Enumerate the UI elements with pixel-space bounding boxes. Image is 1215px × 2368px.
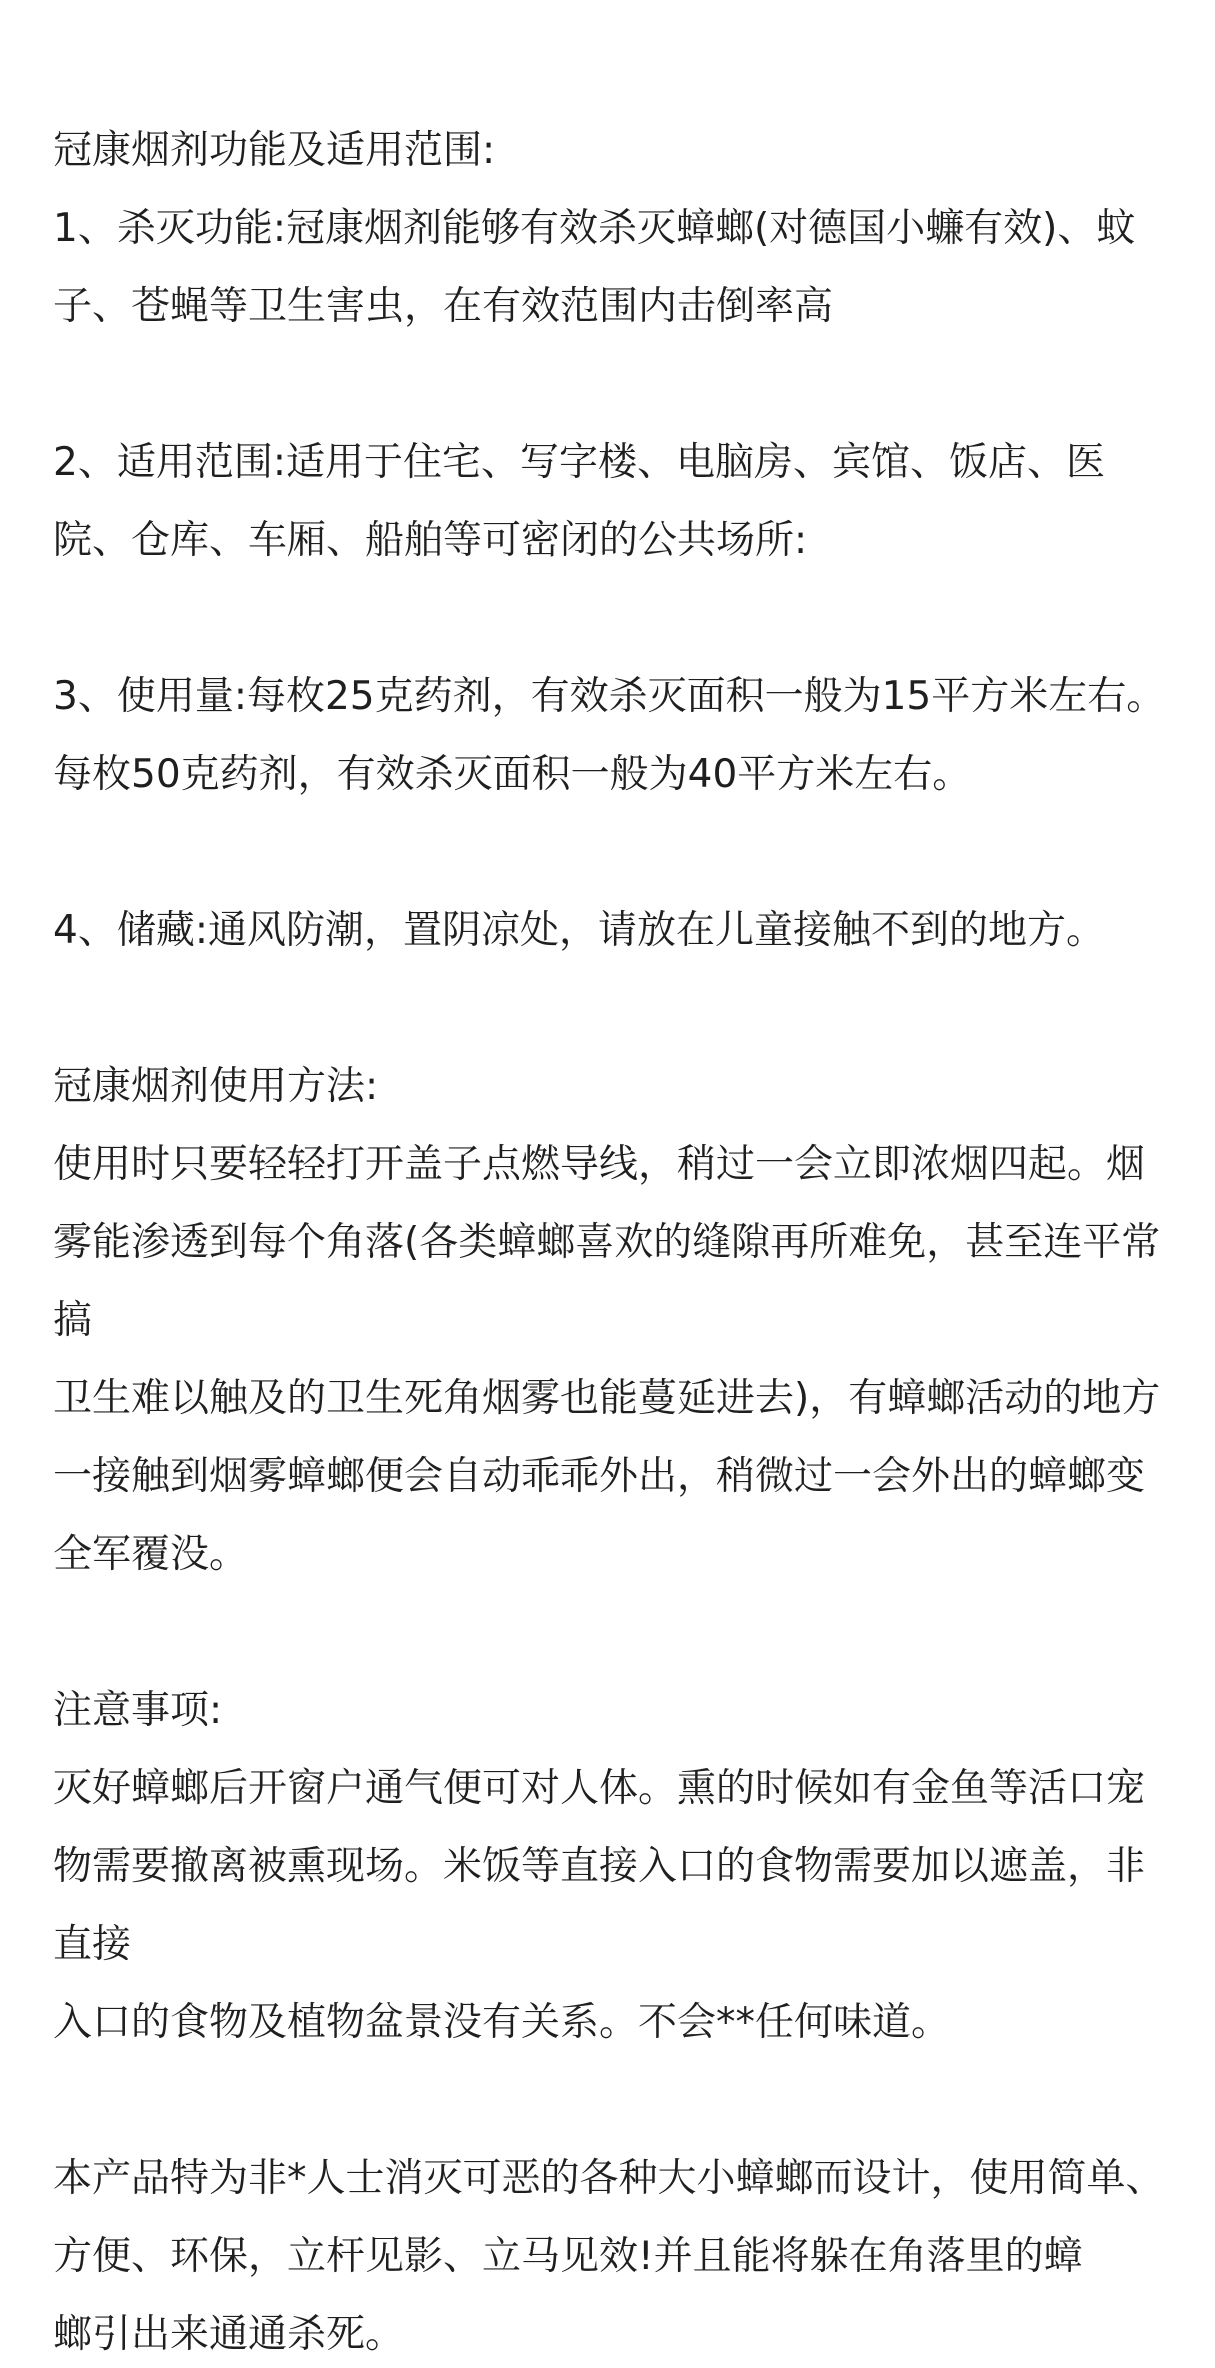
paragraph-line: 物需要撤离被熏现场。米饭等直接入口的食物需要加以遮盖，非 [53,1844,1146,1889]
paragraph-line: 灭好蟑螂后开窗户通气便可对人体。熏的时候如有金鱼等活口宠 [53,1766,1146,1811]
paragraph-line: 卫生难以触及的卫生死角烟雾也能蔓延进去)，有蟑螂活动的地方 [53,1376,1161,1421]
paragraph-line: 1、杀灭功能:冠康烟剂能够有效杀灭蟑螂(对德国小蠊有效)、蚊 [53,206,1136,251]
paragraph-line: 方便、环保，立杆见影、立马见效!并且能将躲在角落里的蟑 [53,2234,1083,2279]
section-heading-usage: 冠康烟剂使用方法: [53,1064,379,1109]
paragraph-line: 每枚50克药剂，有效杀灭面积一般为40平方米左右。 [53,752,972,797]
paragraph-line: 使用时只要轻轻打开盖子点燃导线，稍过一会立即浓烟四起。烟 [53,1142,1146,1187]
paragraph-line: 2、适用范围:适用于住宅、写字楼、电脑房、宾馆、饭店、医 [53,440,1105,485]
paragraph-line: 入口的食物及植物盆景没有关系。不会**任何味道。 [53,2000,951,2045]
paragraph-line: 全军覆没。 [53,1532,249,1577]
paragraph-line: 院、仓库、车厢、船舶等可密闭的公共场所: [53,518,808,563]
paragraph-line: 搞 [53,1298,93,1343]
paragraph-line: 3、使用量:每枚25克药剂，有效杀灭面积一般为15平方米左右。 [53,674,1166,719]
paragraph-line: 雾能渗透到每个角落(各类蟑螂喜欢的缝隙再所难免，甚至连平常 [53,1220,1161,1265]
paragraph-line: 一接触到烟雾蟑螂便会自动乖乖外出，稍微过一会外出的蟑螂变 [53,1454,1146,1499]
paragraph-line: 直接 [53,1922,132,1967]
section-heading-notes: 注意事项: [53,1688,223,1733]
paragraph-line: 螂引出来通通杀死。 [53,2312,405,2357]
section-heading-functions: 冠康烟剂功能及适用范围: [53,128,496,173]
paragraph-line: 子、苍蝇等卫生害虫，在有效范围内击倒率高 [53,284,834,329]
paragraph-line: 4、储藏:通风防潮，置阴凉处，请放在儿童接触不到的地方。 [53,908,1105,953]
paragraph-line: 本产品特为非*人士消灭可恶的各种大小蟑螂而设计，使用简单、 [53,2156,1165,2201]
